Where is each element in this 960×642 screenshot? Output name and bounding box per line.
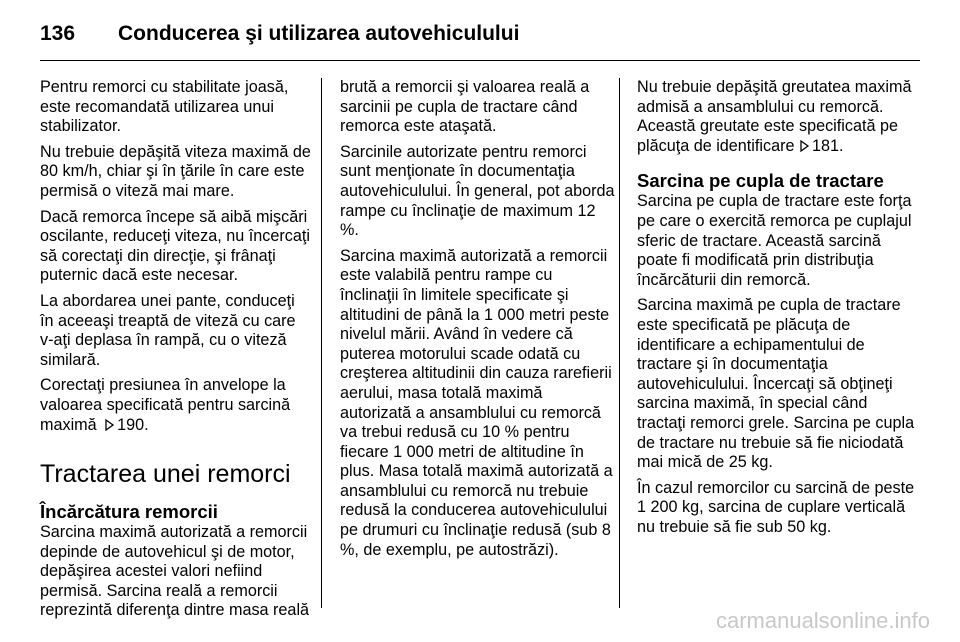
paragraph	[637, 78, 920, 156]
page-reference-arrow-icon	[799, 140, 810, 152]
paragraph: La abordarea unei pante, conduceţi în aceeaşi treaptă de viteză cu care v-aţi deplasa în rampă, cu o viteză similară.	[40, 291, 296, 369]
page-reference-arrow-icon	[104, 419, 115, 431]
page-number: 136	[40, 22, 76, 45]
page-header	[40, 14, 920, 58]
subsection-title: Încărcătura remorcii	[40, 501, 218, 523]
paragraph-text: Nu trebuie depăşită greutatea maximă admisă a ansamblului cu remorcă. Această greutate este specificată pe plăcuţa de identificare	[637, 78, 912, 155]
section-title: Tractarea unei remorci	[40, 460, 291, 489]
column-right	[637, 78, 920, 543]
paragraph: Dacă remorca începe să aibă mişcări oscilante, reduceţi viteza, nu încercaţi să corectaţi din direcţie, şi frânaţi puternic dacă este necesar.	[40, 207, 310, 285]
subsection-title: Sarcina pe cupla de tractare	[637, 170, 884, 192]
paragraph: Nu trebuie depăşită viteza maximă de 80 km/h, chiar şi în ţările în care este permisă o viteză mai mare.	[40, 142, 311, 200]
paragraph-text: Corectaţi presiunea în anvelope la valoarea specificată pentru sarcină maximă	[40, 376, 291, 434]
watermark: carmanualsonline.info	[715, 608, 930, 633]
paragraph: Pentru remorci cu stabilitate joasă, este recomandată utilizarea unui stabilizator.	[40, 78, 289, 136]
column-divider	[619, 78, 620, 608]
paragraph: brută a remorcii şi valoarea reală a sarcinii pe cupla de tractare când remorca este ataşată.	[340, 78, 590, 136]
column-left	[40, 78, 312, 627]
paragraph: Sarcina maximă autorizată a remorcii depinde de autovehicul şi de motor, depăşirea acestei valori nefiind permisă. Sarcina reală a remorcii reprezintă diferenţa dintre masa reală	[40, 523, 310, 620]
paragraph: Sarcina pe cupla de tractare este forţa pe care o exercită remorca pe cuplajul sferic de tractare. Această sarcină poate fi modificată prin distribuţia încărcăturii din remorcă.	[637, 192, 912, 289]
page-title: Conducerea şi utilizarea autovehiculului	[118, 22, 520, 45]
paragraph: Sarcina maximă pe cupla de tractare este specificată pe plăcuţa de identificare a echipamentului de tractare şi în documentaţia autovehiculului. Încercaţi să obţineţi sarcina maximă, în special când tractaţi remorci grele. Sarcina pe cupla de tractare nu trebuie să fie niciodată mai mică de 25 kg.	[637, 296, 915, 472]
header-rule	[40, 60, 920, 61]
paragraph: Sarcina maximă autorizată a remorcii este valabilă pentru rampe cu înclinaţii în limitele specificate şi altitudini de până la 1 000 metri peste nivelul mării. Având în vedere că puterea motorului scade odată cu creşterea altitudinii din cauza rarefierii aerului, masa totală maximă autorizată a ansamblului cu remorcă va trebui redusă cu 10 % pentru fiecare 1 000 metri de altitudine în plus. Masa totală maximă autorizată a ansamblului cu remorcă nu trebuie redusă la conducerea autovehiculului pe drumuri cu înclinaţie redusă (sub 8 %, de exemplu, pe autostrăzi).	[340, 246, 613, 559]
paragraph: Sarcinile autorizate pentru remorci sunt menţionate în documentaţia autovehiculului. În general, pot aborda rampe cu înclinaţie de maximum 12 %.	[340, 142, 615, 240]
column-divider	[321, 78, 322, 608]
paragraph: În cazul remorcilor cu sarcină de peste 1 200 kg, sarcina de cuplare verticală nu trebuie să fie sub 50 kg.	[637, 478, 915, 536]
paragraph	[40, 376, 312, 435]
page-reference-link[interactable]: 181.	[811, 136, 844, 155]
page-reference-link[interactable]: 190.	[117, 415, 149, 434]
column-middle	[340, 78, 615, 566]
